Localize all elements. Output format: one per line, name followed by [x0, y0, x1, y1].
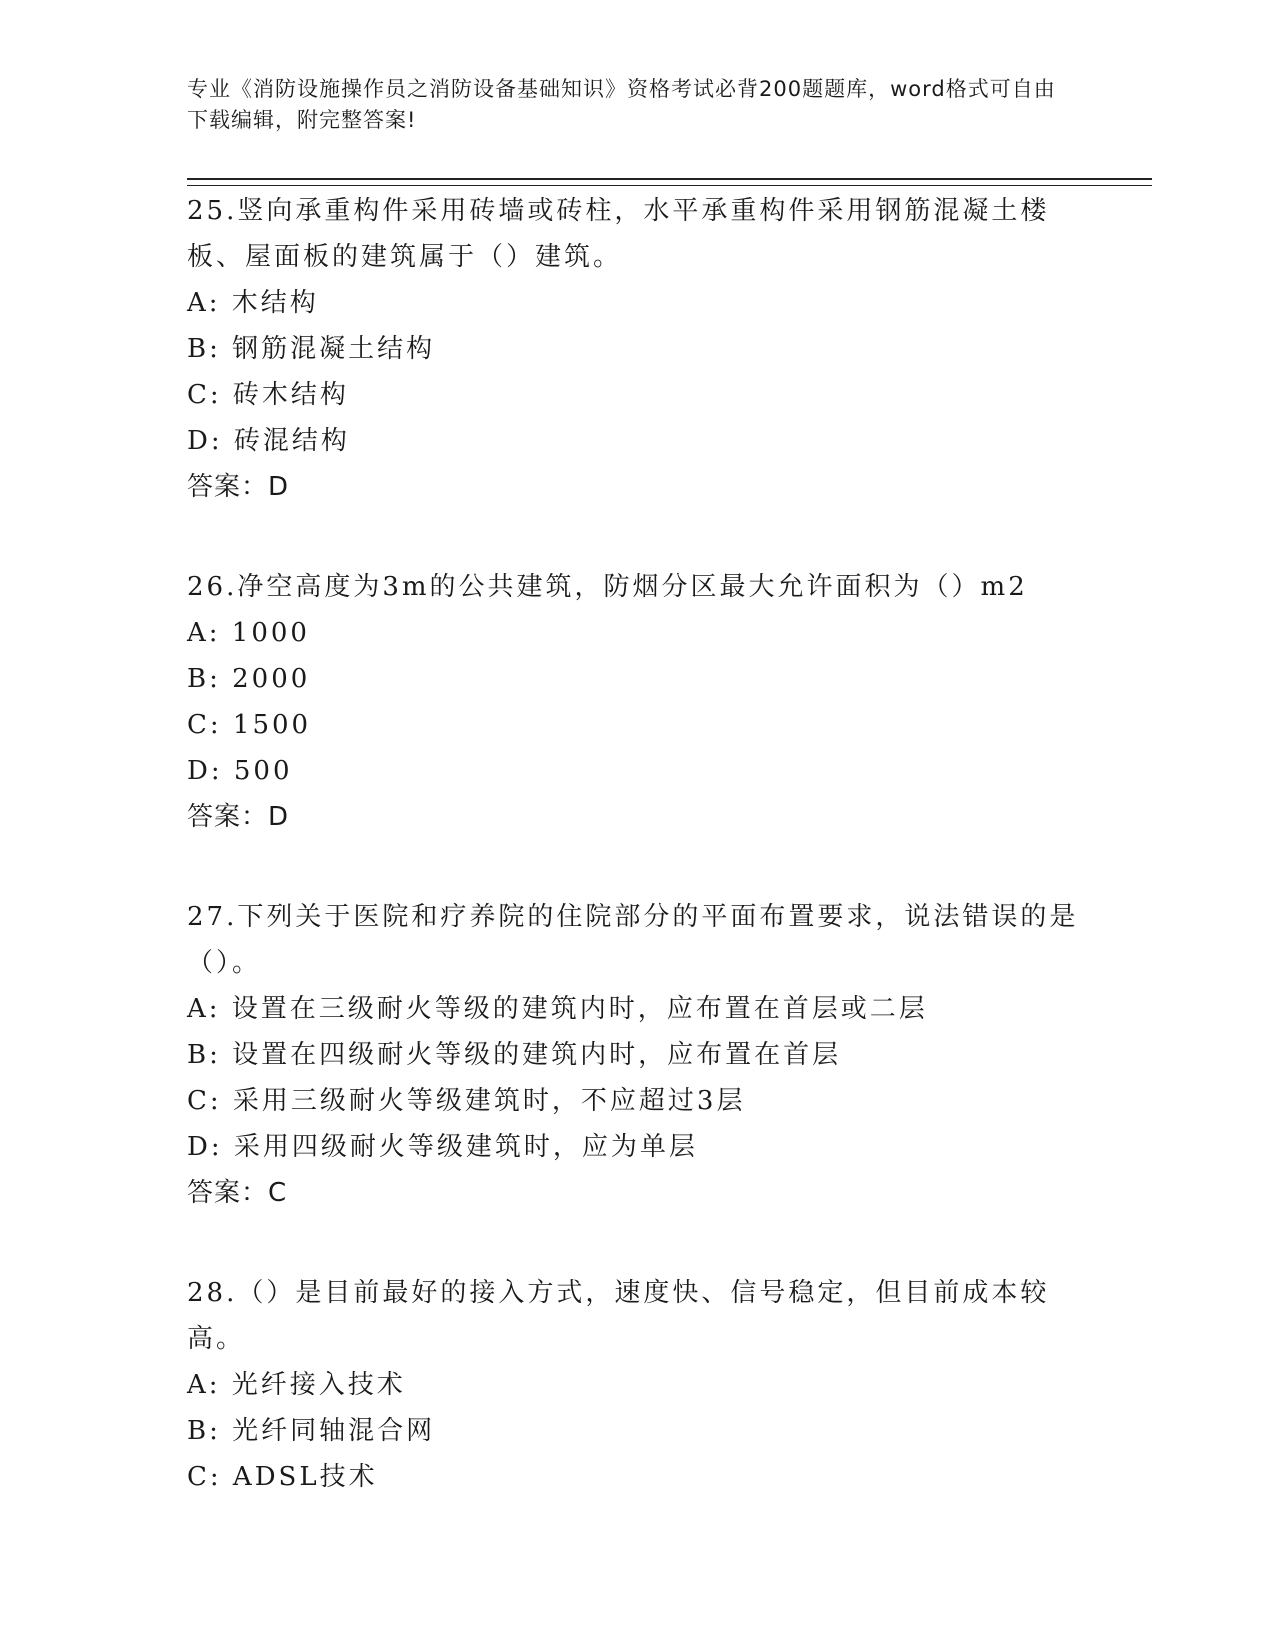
option-a: A: 1000	[187, 618, 310, 648]
answer: 答案：D	[187, 472, 290, 502]
answer: 答案：D	[187, 802, 290, 832]
question-stem: 26.净空高度为3m的公共建筑，防烟分区最大允许面积为（）m2	[187, 572, 1028, 602]
option-d: D: 500	[187, 756, 293, 786]
option-c: C: ADSL技术	[187, 1462, 378, 1492]
question-list	[187, 188, 1087, 1554]
option-c: C: 采用三级耐火等级建筑时，不应超过3层	[187, 1086, 746, 1116]
question-27	[187, 894, 1087, 1216]
option-a: A: 木结构	[187, 288, 319, 318]
document-header: 专业《消防设施操作员之消防设备基础知识》资格考试必背200题题库，word格式可自由下载编辑，附完整答案!	[187, 77, 1056, 132]
option-c: C: 砖木结构	[187, 380, 349, 410]
question-26	[187, 564, 1087, 840]
option-d: D: 采用四级耐火等级建筑时，应为单层	[187, 1132, 698, 1162]
option-b: B: 2000	[187, 664, 311, 694]
question-25	[187, 188, 1087, 510]
option-b: B: 光纤同轴混合网	[187, 1416, 436, 1446]
option-a: A: 光纤接入技术	[187, 1370, 406, 1400]
question-stem: 25.竖向承重构件采用砖墙或砖柱，水平承重构件采用钢筋混凝土楼板、屋面板的建筑属于（）建筑。	[187, 196, 1050, 272]
answer: 答案：C	[187, 1178, 288, 1208]
option-d: D: 砖混结构	[187, 426, 350, 456]
question-28	[187, 1270, 1087, 1500]
header-divider	[187, 178, 1152, 186]
question-stem: 28.（）是目前最好的接入方式，速度快、信号稳定，但目前成本较高。	[187, 1278, 1050, 1354]
option-a: A: 设置在三级耐火等级的建筑内时，应布置在首层或二层	[187, 994, 928, 1024]
option-c: C: 1500	[187, 710, 312, 740]
option-b: B: 设置在四级耐火等级的建筑内时，应布置在首层	[187, 1040, 842, 1070]
question-stem: 27.下列关于医院和疗养院的住院部分的平面布置要求，说法错误的是（）。	[187, 902, 1079, 978]
option-b: B: 钢筋混凝土结构	[187, 334, 436, 364]
